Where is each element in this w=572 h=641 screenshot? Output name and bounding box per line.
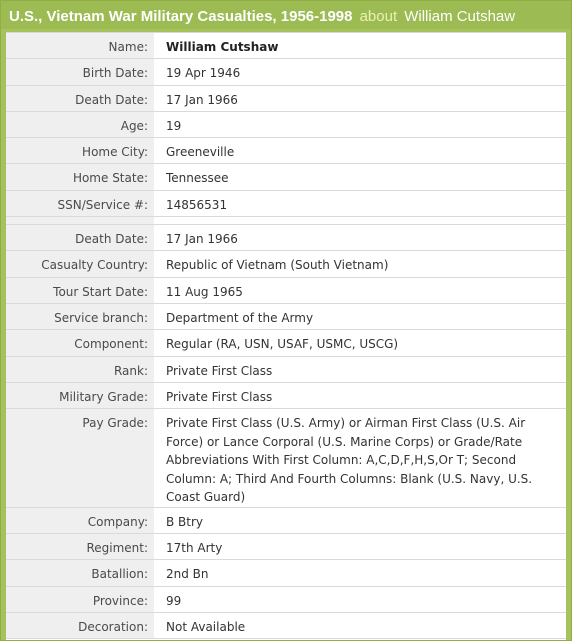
table-row	[6, 225, 566, 251]
field-value: Not Available	[166, 619, 246, 634]
field-label: Province:	[6, 587, 154, 612]
field-label: Company:	[6, 508, 154, 533]
table-row	[6, 191, 566, 217]
table-row	[6, 251, 566, 277]
service-section	[6, 225, 566, 639]
field-value: 11 Aug 1965	[166, 284, 243, 299]
field-value: Private First Class	[166, 363, 273, 378]
field-value: 14856531	[166, 197, 228, 212]
table-row	[6, 304, 566, 330]
table-row	[6, 112, 566, 138]
table-row	[6, 86, 566, 112]
field-label: Pay Grade:	[6, 409, 154, 507]
section-divider	[6, 217, 566, 225]
table-row	[6, 59, 566, 85]
field-value: William Cutshaw	[166, 40, 279, 54]
field-label: Service branch:	[6, 304, 154, 329]
field-value: Regular (RA, USN, USAF, USMC, USCG)	[166, 337, 399, 352]
field-value: 2nd Bn	[166, 567, 209, 582]
field-label: Death Date:	[6, 86, 154, 111]
table-row	[6, 278, 566, 304]
table-row	[6, 613, 566, 639]
about-label: about	[359, 8, 398, 25]
field-label: Component:	[6, 330, 154, 355]
field-label: Military Grade:	[6, 383, 154, 408]
field-value: 19 Apr 1946	[166, 66, 241, 81]
table-row	[6, 33, 566, 59]
field-label: Casualty Country:	[6, 251, 154, 276]
field-label: Batallion:	[6, 560, 154, 585]
table-row	[6, 164, 566, 190]
field-value: Private First Class (U.S. Army) or Airman First Class (U.S. Air Force) or Lance Corporal (U.S. Marine Corps) or Grade/Rate Abbreviations With First Column: A,C,D,F,H,S,Or T; Second Column: A; Third And Fourth Columns: Blank (U.S. Navy, U.S. Coast Guard)	[166, 416, 533, 505]
field-value: 17 Jan 1966	[166, 232, 238, 247]
field-label: Name:	[6, 33, 154, 58]
table-row	[6, 330, 566, 356]
field-value: Republic of Vietnam (South Vietnam)	[166, 258, 389, 273]
table-row	[6, 138, 566, 164]
field-value: Greeneville	[166, 145, 235, 160]
table-row	[6, 383, 566, 409]
field-label: Home State:	[6, 164, 154, 189]
field-label: Tour Start Date:	[6, 278, 154, 303]
table-row	[6, 508, 566, 534]
field-label: Death Date:	[6, 225, 154, 250]
field-value: 17th Arty	[166, 540, 223, 555]
table-row	[6, 409, 566, 508]
field-value: 19	[166, 118, 182, 133]
field-value: Department of the Army	[166, 310, 314, 325]
field-label: Birth Date:	[6, 59, 154, 84]
table-row	[6, 357, 566, 383]
table-row	[6, 534, 566, 560]
field-value: 17 Jan 1966	[166, 92, 238, 107]
collection-title[interactable]: U.S., Vietnam War Military Casualties, 1956-1998	[9, 8, 353, 25]
field-label: Decoration:	[6, 613, 154, 638]
personal-section	[6, 33, 566, 217]
record-title-bar	[1, 1, 571, 29]
field-value: B Btry	[166, 514, 204, 529]
table-row	[6, 560, 566, 586]
field-label: Home City:	[6, 138, 154, 163]
person-name-title: William Cutshaw	[404, 8, 516, 25]
field-value: Tennessee	[166, 171, 229, 186]
field-value: Private First Class	[166, 389, 273, 404]
field-label: Regiment:	[6, 534, 154, 559]
field-value: 99	[166, 593, 182, 608]
field-label: SSN/Service #:	[6, 191, 154, 216]
record-details-table	[6, 32, 566, 640]
field-label: Age:	[6, 112, 154, 137]
field-label: Rank:	[6, 357, 154, 382]
table-row	[6, 587, 566, 613]
